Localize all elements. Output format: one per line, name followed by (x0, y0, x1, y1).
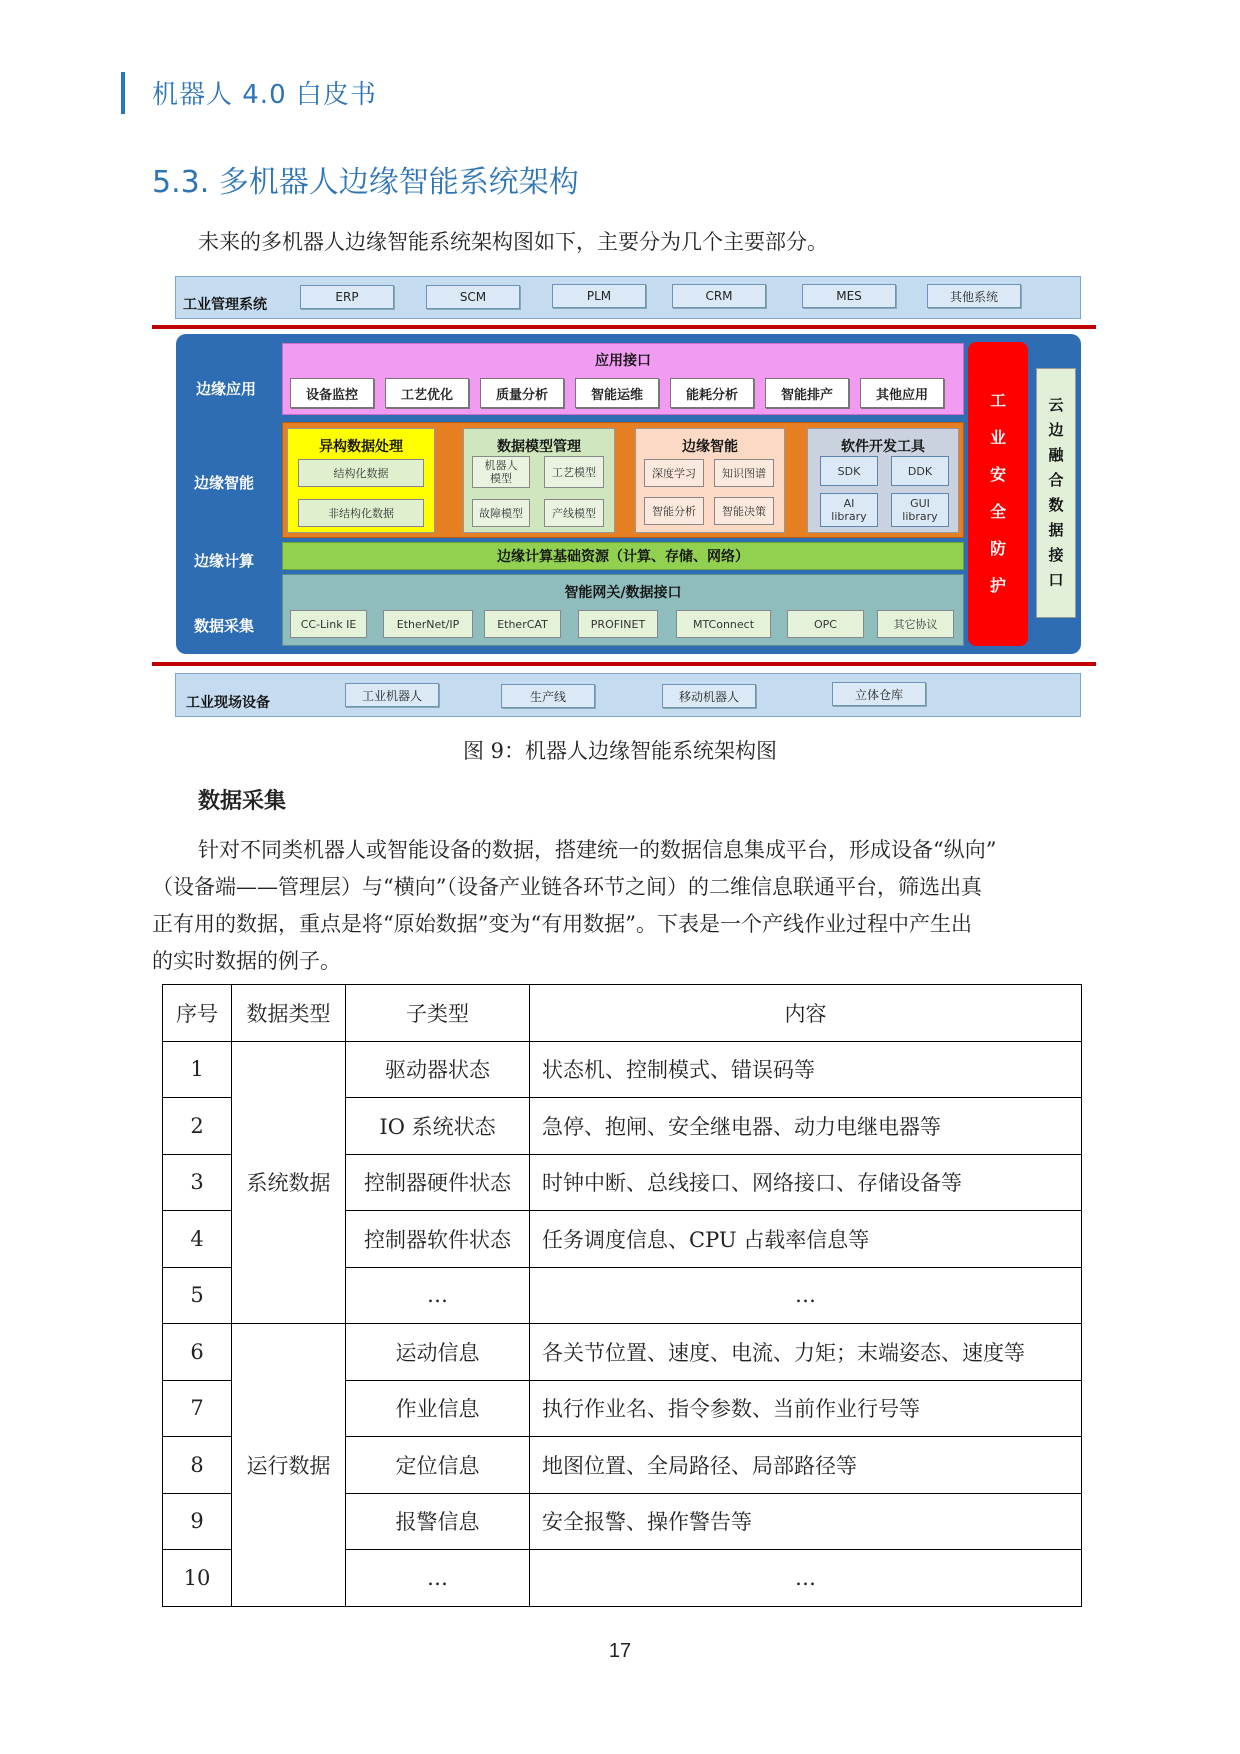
system-plm: PLM (552, 284, 646, 308)
content-cell: 各关节位置、速度、电流、力矩；末端姿态、速度等 (530, 1324, 1082, 1381)
robot-model: 机器人 模型 (472, 456, 530, 488)
app-device-monitor: 设备监控 (290, 378, 374, 408)
row-number: 8 (163, 1437, 232, 1494)
row-number: 4 (163, 1211, 232, 1268)
process-model: 工艺模型 (544, 456, 604, 488)
subtype-cell: … (346, 1267, 530, 1324)
table-header-row (163, 985, 1082, 1042)
field-devices-label: 工业现场设备 (186, 695, 270, 711)
device-production-line: 生产线 (501, 684, 595, 708)
layer-label-edge-intel: 边缘智能 (194, 474, 255, 492)
subtype-cell: 控制器硬件状态 (346, 1154, 530, 1211)
divider-line-top (152, 325, 1096, 329)
table-row (163, 1324, 1082, 1381)
group-system-data: 系统数据 (232, 1041, 346, 1324)
content-cell: 地图位置、全局路径、局部路径等 (530, 1437, 1082, 1494)
deep-learning: 深度学习 (644, 459, 704, 487)
header-cell: 内容 (530, 985, 1082, 1042)
subtype-cell: 定位信息 (346, 1437, 530, 1494)
management-systems-label: 工业管理系统 (183, 297, 267, 313)
row-number: 5 (163, 1267, 232, 1324)
model-mgmt-title: 数据模型管理 (497, 439, 581, 455)
page-number: 17 (608, 1640, 632, 1662)
system-erp: ERP (300, 285, 394, 309)
subtype-cell: 控制器软件状态 (346, 1211, 530, 1268)
subtype-cell: 作业信息 (346, 1380, 530, 1437)
ai-library-box: AI library (820, 493, 878, 527)
ddk-box: DDK (891, 456, 949, 486)
table-row (163, 1041, 1082, 1098)
protocol-cc-link: CC-Link IE (290, 610, 367, 638)
header-accent-bar (121, 72, 125, 114)
unstructured-data: 非结构化数据 (298, 499, 424, 527)
data-table (162, 984, 1082, 1607)
app-smart-maintenance: 智能运维 (575, 378, 659, 408)
subtype-cell: … (346, 1550, 530, 1607)
figure-caption: 图 9：机器人边缘智能系统架构图 (462, 739, 778, 763)
header-cell: 数据类型 (232, 985, 346, 1042)
body-paragraph-line-1: 针对不同类机器人或智能设备的数据，搭建统一的数据信息集成平台，形成设备“纵向” (198, 838, 997, 862)
app-other: 其他应用 (860, 378, 944, 408)
protocol-mtconnect: MTConnect (676, 610, 771, 638)
content-cell: 状态机、控制模式、错误码等 (530, 1041, 1082, 1098)
structured-data: 结构化数据 (298, 459, 424, 487)
header-cell: 子类型 (346, 985, 530, 1042)
row-number: 6 (163, 1324, 232, 1381)
sdk-tools-title: 软件开发工具 (841, 439, 925, 455)
system-mes: MES (802, 284, 896, 308)
cloud-edge-interface-column (1036, 368, 1076, 618)
industrial-security-column (968, 342, 1028, 646)
system-other: 其他系统 (927, 284, 1021, 308)
gateway-label: 智能网关/数据接口 (564, 585, 682, 601)
protocol-ethercat: EtherCAT (484, 610, 561, 638)
content-cell: 任务调度信息、CPU 占载率信息等 (530, 1211, 1082, 1268)
divider-line-bottom (152, 662, 1096, 666)
subheading: 数据采集 (198, 789, 287, 814)
row-number: 3 (163, 1154, 232, 1211)
content-cell: 安全报警、操作警告等 (530, 1493, 1082, 1550)
smart-analysis: 智能分析 (644, 497, 704, 525)
system-crm: CRM (672, 284, 766, 308)
protocol-profinet: PROFINET (578, 610, 658, 638)
edge-ai-title: 边缘智能 (682, 439, 738, 455)
hetero-data-title: 异构数据处理 (319, 439, 403, 455)
section-title: 5.3. 多机器人边缘智能系统架构 (152, 165, 579, 200)
gui-library-box: GUI library (891, 493, 949, 527)
field-devices-strip (175, 673, 1081, 717)
device-industrial-robot: 工业机器人 (345, 683, 439, 707)
protocol-opc: OPC (787, 610, 864, 638)
smart-decision: 智能决策 (714, 497, 774, 525)
system-scm: SCM (426, 285, 520, 309)
row-number: 1 (163, 1041, 232, 1098)
content-cell: 执行作业名、指令参数、当前作业行号等 (530, 1380, 1082, 1437)
row-number: 2 (163, 1098, 232, 1155)
content-cell: … (530, 1550, 1082, 1607)
protocol-ethernet-ip: EtherNet/IP (383, 610, 473, 638)
edge-compute-bar: 边缘计算基础资源（计算、存储、网络） (282, 542, 964, 570)
body-paragraph-line-4: 的实时数据的例子。 (152, 949, 341, 973)
row-number: 9 (163, 1493, 232, 1550)
subtype-cell: 报警信息 (346, 1493, 530, 1550)
protocol-other: 其它协议 (877, 610, 954, 638)
subtype-cell: 驱动器状态 (346, 1041, 530, 1098)
app-process-optimize: 工艺优化 (385, 378, 469, 408)
row-number: 7 (163, 1380, 232, 1437)
group-runtime-data: 运行数据 (232, 1324, 346, 1607)
layer-label-edge-compute: 边缘计算 (194, 552, 255, 570)
device-stereo-warehouse: 立体仓库 (832, 682, 926, 706)
app-quality-analysis: 质量分析 (480, 378, 564, 408)
intro-paragraph: 未来的多机器人边缘智能系统架构图如下，主要分为几个主要部分。 (198, 230, 828, 254)
body-paragraph-line-2: （设备端——管理层）与“横向”（设备产业链各环节之间）的二维信息联通平台，筛选出真 (152, 875, 982, 899)
app-smart-scheduling: 智能排产 (765, 378, 849, 408)
row-number: 10 (163, 1550, 232, 1607)
app-interface-label: 应用接口 (595, 353, 651, 369)
industrial-security-label: 工业安全防护 (989, 391, 1006, 595)
subtype-cell: IO 系统状态 (346, 1098, 530, 1155)
knowledge-graph: 知识图谱 (714, 459, 774, 487)
subtype-cell: 运动信息 (346, 1324, 530, 1381)
layer-label-edge-app: 边缘应用 (196, 380, 257, 398)
content-cell: … (530, 1267, 1082, 1324)
layer-label-data-collect: 数据采集 (194, 617, 255, 635)
device-mobile-robot: 移动机器人 (662, 684, 756, 708)
content-cell: 急停、抱闸、安全继电器、动力电继电器等 (530, 1098, 1082, 1155)
content-cell: 时钟中断、总线接口、网络接口、存储设备等 (530, 1154, 1082, 1211)
line-model: 产线模型 (544, 499, 604, 527)
app-energy-analysis: 能耗分析 (670, 378, 754, 408)
body-paragraph-line-3: 正有用的数据，重点是将“原始数据”变为“有用数据”。下表是一个产线作业过程中产生出 (152, 912, 972, 936)
sdk-box: SDK (820, 456, 878, 486)
running-header: 机器人 4.0 白皮书 (152, 80, 377, 110)
fault-model: 故障模型 (472, 499, 530, 527)
header-cell: 序号 (163, 985, 232, 1042)
cloud-edge-interface-label: 云边融合数据接口 (1048, 396, 1064, 589)
